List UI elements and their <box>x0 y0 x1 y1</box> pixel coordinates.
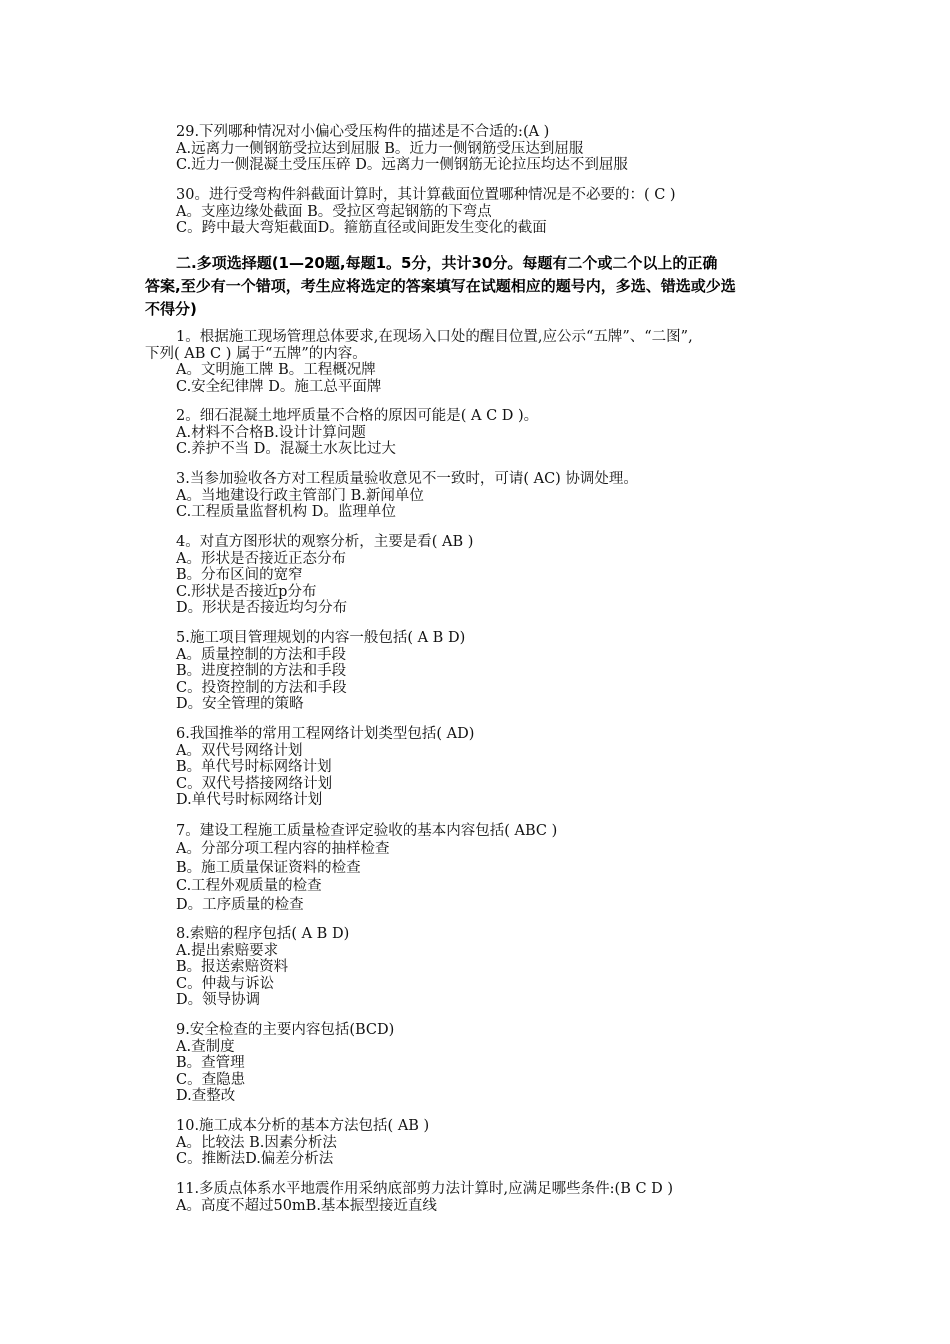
question-option: A.提出索赔要求 <box>176 942 279 959</box>
question-29 <box>176 124 836 174</box>
section-heading <box>145 252 815 321</box>
question-stem-continued: 下列( AB C ) 属于“五牌”的内容。 <box>145 345 367 362</box>
question-option: A。形状是否接近正态分布 <box>176 550 346 567</box>
question-option: C.养护不当 D。混凝土水灰比过大 <box>176 441 396 458</box>
question-option: A。当地建设行政主管部门 B.新闻单位 <box>176 487 424 504</box>
question-m7 <box>176 822 836 914</box>
question-stem: 11.多质点体系水平地震作用采纳底部剪力法计算时,应满足哪些条件:(B C D ) <box>176 1181 674 1197</box>
question-option: C。仲裁与诉讼 <box>176 975 275 992</box>
section-heading-line: 不得分) <box>145 300 197 318</box>
question-option: A.材料不合格B.设计计算问题 <box>176 424 366 441</box>
question-stem: 2。细石混凝土地坪质量不合格的原因可能是( A C D )。 <box>176 408 539 424</box>
question-option: C。投资控制的方法和手段 <box>176 679 347 696</box>
question-option: B。单代号时标网络计划 <box>176 759 332 776</box>
question-stem: 8.索赔的程序包括( A B D) <box>176 926 350 942</box>
question-option: D。形状是否接近均匀分布 <box>176 600 348 617</box>
question-option: D.查整改 <box>176 1088 236 1105</box>
question-option: A。质量控制的方法和手段 <box>176 646 346 663</box>
question-m5 <box>176 630 836 713</box>
question-option: C.工程质量监督机构 D。监理单位 <box>176 504 396 521</box>
question-m2 <box>176 408 836 458</box>
question-stem: 29.下列哪种情况对小偏心受压构件的描述是不合适的:(A ) <box>176 124 550 140</box>
question-stem: 6.我国推举的常用工程网络计划类型包括( AD) <box>176 726 475 742</box>
question-m8 <box>176 926 836 1009</box>
question-option: A。比较法 B.因素分析法 <box>176 1134 337 1151</box>
question-option: A.查制度 <box>176 1038 235 1055</box>
question-stem: 7。建设工程施工质量检查评定验收的基本内容包括( ABC ) <box>176 823 558 839</box>
question-option: C.安全纪律牌 D。施工总平面牌 <box>176 378 382 395</box>
question-option: A。文明施工牌 B。工程概况牌 <box>176 362 376 379</box>
question-m9 <box>176 1022 836 1105</box>
section-heading-line: 二.多项选择题(1—20题,每题1。5分，共计30分。每题有二个或二个以上的正确 <box>176 254 718 272</box>
question-stem: 4。对直方图形状的观察分析，主要是看( AB ) <box>176 534 474 550</box>
question-option: C.近力一侧混凝土受压压碎 D。远离力一侧钢筋无论拉压均达不到屈服 <box>176 157 628 174</box>
question-option: C。查隐患 <box>176 1071 246 1088</box>
question-option: A。高度不超过50mB.基本振型接近直线 <box>176 1197 437 1214</box>
question-option: D。领导协调 <box>176 992 261 1009</box>
question-option: C。推断法D.偏差分析法 <box>176 1151 334 1168</box>
question-option: C。双代号搭接网络计划 <box>176 775 333 792</box>
question-option: C.形状是否接近p分布 <box>176 583 317 600</box>
question-stem: 9.安全检查的主要内容包括(BCD) <box>176 1022 395 1038</box>
question-option: B。查管理 <box>176 1055 245 1072</box>
question-option: B。分布区间的宽窄 <box>176 567 303 584</box>
question-option: A。支座边缘处截面 B。受拉区弯起钢筋的下弯点 <box>176 203 492 220</box>
question-option: B。施工质量保证资料的检查 <box>176 859 361 876</box>
question-option: B。进度控制的方法和手段 <box>176 663 347 680</box>
question-option: C。跨中最大弯矩截面D。箍筋直径或间距发生变化的截面 <box>176 220 547 237</box>
question-option: D。安全管理的策略 <box>176 696 304 713</box>
question-option: D.单代号时标网络计划 <box>176 792 323 809</box>
question-option: A.远离力一侧钢筋受拉达到屈服 B。近力一侧钢筋受压达到屈服 <box>176 140 584 157</box>
question-option: A。双代号网络计划 <box>176 742 303 759</box>
question-stem: 5.施工项目管理规划的内容一般包括( A B D) <box>176 630 466 646</box>
question-m11 <box>176 1181 836 1214</box>
question-stem: 3.当参加验收各方对工程质量验收意见不一致时，可请( AC) 协调处理。 <box>176 471 638 487</box>
question-option: A。分部分项工程内容的抽样检查 <box>176 841 390 858</box>
question-stem: 30。进行受弯构件斜截面计算时，其计算截面位置哪种情况是不必要的：( C ) <box>176 187 676 203</box>
question-stem: 1。根据施工现场管理总体要求,在现场入口处的醒目位置,应公示“五牌”、“二图”, <box>176 329 693 345</box>
question-option: C.工程外观质量的检查 <box>176 878 322 895</box>
question-m10 <box>176 1118 836 1168</box>
question-m1 <box>145 329 825 395</box>
question-stem: 10.施工成本分析的基本方法包括( AB ) <box>176 1118 430 1134</box>
question-30 <box>176 187 836 237</box>
question-option: B。报送索赔资料 <box>176 959 289 976</box>
section-heading-line: 答案,至少有一个错项，考生应将选定的答案填写在试题相应的题号内，多选、错选或少选 <box>145 277 736 295</box>
question-option: D。工序质量的检查 <box>176 896 304 913</box>
question-m4 <box>176 534 836 617</box>
question-m6 <box>176 726 836 809</box>
question-m3 <box>176 471 836 521</box>
